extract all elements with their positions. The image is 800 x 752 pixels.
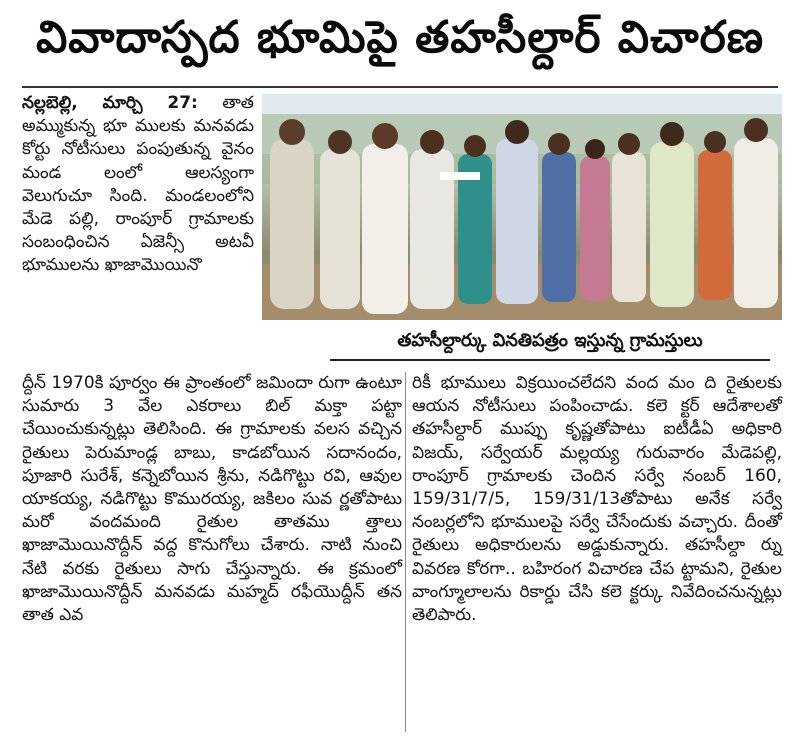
news-photo xyxy=(262,94,782,320)
headline-rule xyxy=(22,86,778,88)
villagers-photo-illustration xyxy=(262,94,782,320)
column-divider xyxy=(405,372,406,732)
photo-caption: తహసీల్దార్కు వినతిపత్రం ఇస్తున్న గ్రామస్తులు xyxy=(330,325,770,361)
dateline: నల్లబెల్లి, మార్చి 27: xyxy=(22,93,198,113)
intro-text: తాత అమ్ముకున్న భూ ములకు మనవడు కోర్టు నోటీసులు పంపుతున్న వైనం మండ లంలో ఆలస్యంగా వెలుగుచూ సింది. మండలంలోని మేడె పల్లి, రాంపూర్ గ్రామాలకు సంబంధించిన ఏజెన్సీ అటవీ భూములను ఖాజామొయినొ xyxy=(22,93,254,276)
article-column-1: ద్దీన్ 1970కి పూర్వం ఈ ప్రాంతంలో జమిందా రుగా ఉంటూ సుమారు 3 వేల ఎకరాలు బిల్ మక్తా పట్టా చేయించుకున్నట్లు తెలిసింది. ఈ గ్రామాలకు వలస వచ్చిన రైతులు పెరుమాండ్ల బాబు, కాడబోయిన సదానందం, పూజారి సురేశ్, కన్నెబోయిన శ్రీను, నడిగొట్టు రవి, ఆవుల యాకయ్య, నడిగొట్టు కొమురయ్య, జకిలం సువ ర్ణతోపాటు మరో వందమంది రైతుల తాతము త్తాలు ఖాజామొయినొద్దీన్ వద్ద కొనుగోలు చేశారు. నాటి నుంచి నేటి వరకు రైతులు సాగు చేస్తున్నారు. ఈ క్రమంలో ఖాజామొయినొద్దీన్ మనవడు మహ్మద్ రఫీయొద్దీన్ తన తాత ఎవ xyxy=(22,373,402,626)
article-column-2: రికీ భూములు విక్రయించలేదని వంద మం ది రైతులకు ఆయన నోటీసులు పంపించాడు. కలె క్టర్ ఆదేశాలతో తహసీల్దార్ ముప్పు కృష్ణతోపాటు ఐటీడీఏ అధికారి విజయ్, సర్వేయర్ మల్లయ్య గురువారం మేడెపల్లి, రాంపూర్ గ్రామాలకు చెందిన సర్వే నంబర్ 160, 159/31/7/5, 159/31/13తోపాటు అనేక సర్వే నంబర్లలోని భూములపై సర్వే చేసేందుకు వచ్చారు. దీంతో రైతులు అధికారులను అడ్డుకున్నారు. తహసీల్దా ర్ను వివరణ కోరగా.. బహిరంగ విచారణ చేప ట్టామని, రైతుల వాంగ్మూలాలను రికార్డు చేసి కలె క్టర్కు నివేదించనున్నట్లు తెలిపారు. xyxy=(412,373,782,626)
headline: వివాదాస్పద భూమిపై తహసీల్దార్ విచారణ xyxy=(35,12,765,63)
intro-paragraph xyxy=(22,92,254,278)
